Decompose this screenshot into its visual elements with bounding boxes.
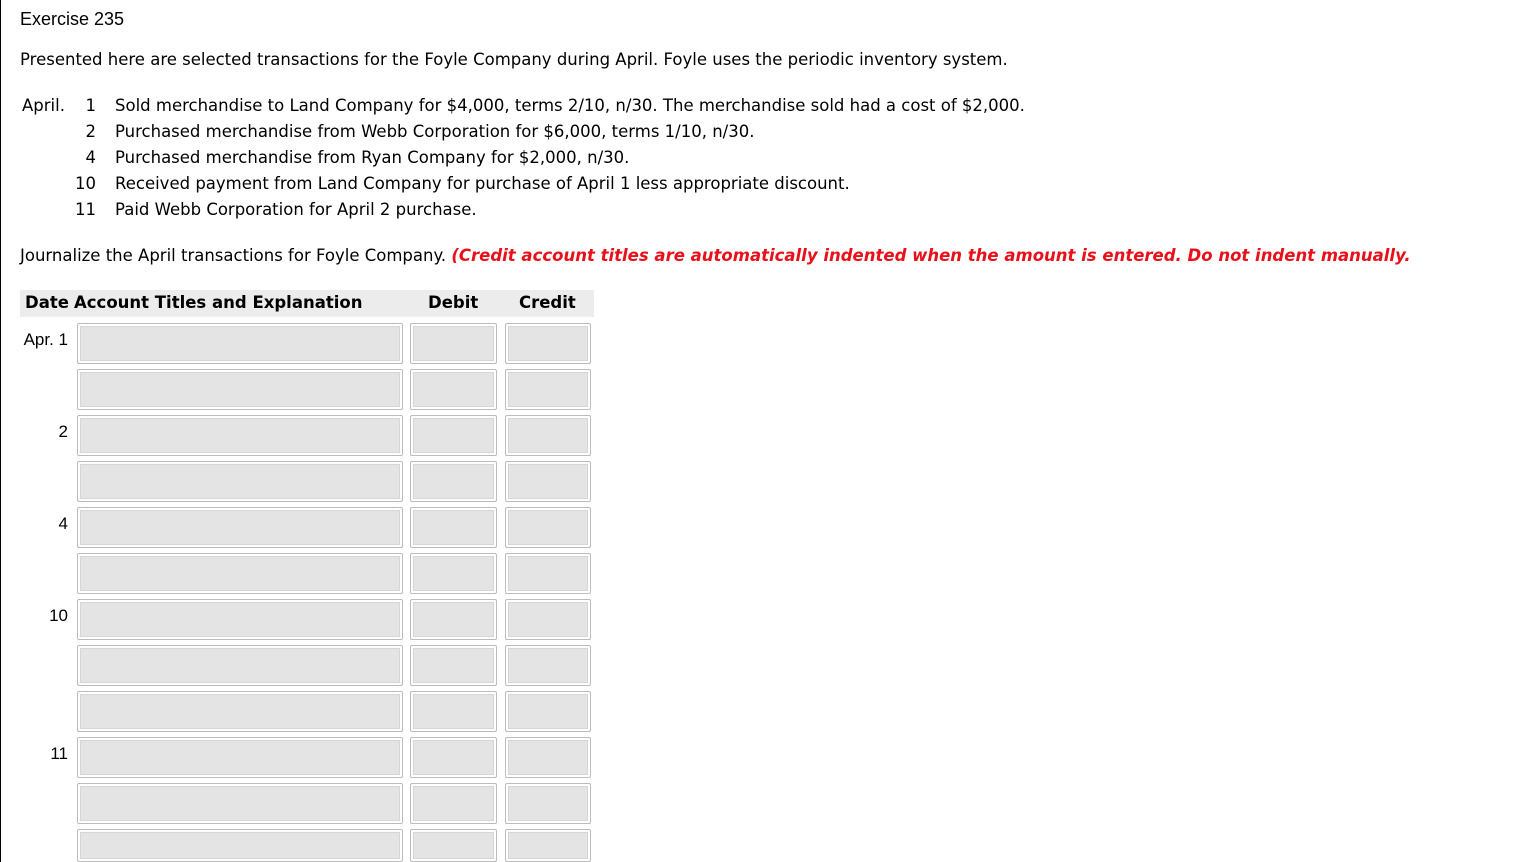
credit-input[interactable] — [505, 461, 591, 502]
transaction-day: 2 — [85, 122, 96, 141]
exercise-title: Exercise 235 — [20, 9, 125, 29]
debit-input[interactable] — [410, 461, 497, 502]
instruction-note: (Credit account titles are automatically indented when the amount is entered. Do not indent manually. — [451, 246, 1411, 265]
account-title-input[interactable] — [77, 829, 403, 862]
debit-input[interactable] — [410, 691, 497, 732]
credit-input[interactable] — [505, 829, 591, 862]
header-account: Account Titles and Explanation — [74, 293, 363, 312]
debit-input[interactable] — [410, 369, 497, 410]
credit-input[interactable] — [505, 507, 591, 548]
credit-input[interactable] — [505, 783, 591, 824]
account-title-input[interactable] — [77, 783, 403, 824]
credit-input[interactable] — [505, 323, 591, 364]
journal-date: Apr. 1 — [23, 330, 68, 349]
transaction-day: 1 — [85, 96, 96, 115]
transaction-description: Paid Webb Corporation for April 2 purchase. — [115, 200, 477, 219]
debit-input[interactable] — [410, 507, 497, 548]
journal-header — [20, 290, 594, 317]
transaction-day: 11 — [75, 200, 96, 219]
account-title-input[interactable] — [77, 507, 403, 548]
account-title-input[interactable] — [77, 323, 403, 364]
credit-input[interactable] — [505, 645, 591, 686]
debit-input[interactable] — [410, 323, 497, 364]
transaction-month: April. — [22, 96, 65, 115]
journal-date: 10 — [49, 606, 68, 625]
account-title-input[interactable] — [77, 415, 403, 456]
journal-date: 2 — [58, 422, 68, 441]
transaction-description: Sold merchandise to Land Company for $4,000, terms 2/10, n/30. The merchandise sold had a cost of $2,000. — [115, 96, 1025, 115]
account-title-input[interactable] — [77, 645, 403, 686]
transaction-description: Purchased merchandise from Ryan Company for $2,000, n/30. — [115, 148, 630, 167]
credit-input[interactable] — [505, 737, 591, 778]
account-title-input[interactable] — [77, 691, 403, 732]
transaction-day: 10 — [75, 174, 96, 193]
debit-input[interactable] — [410, 829, 497, 862]
account-title-input[interactable] — [77, 369, 403, 410]
transaction-day: 4 — [85, 148, 96, 167]
debit-input[interactable] — [410, 553, 497, 594]
instruction-main: Journalize the April transactions for Foyle Company. — [20, 246, 447, 265]
credit-input[interactable] — [505, 553, 591, 594]
account-title-input[interactable] — [77, 737, 403, 778]
debit-input[interactable] — [410, 599, 497, 640]
intro-text: Presented here are selected transactions for the Foyle Company during April. Foyle uses the periodic inventory system. — [20, 50, 1008, 69]
journal-date: 11 — [50, 744, 68, 763]
header-date: Date — [25, 293, 69, 312]
credit-input[interactable] — [505, 691, 591, 732]
transaction-description: Received payment from Land Company for purchase of April 1 less appropriate discount. — [115, 174, 850, 193]
transaction-description: Purchased merchandise from Webb Corporation for $6,000, terms 1/10, n/30. — [115, 122, 755, 141]
debit-input[interactable] — [410, 737, 497, 778]
credit-input[interactable] — [505, 599, 591, 640]
account-title-input[interactable] — [77, 461, 403, 502]
debit-input[interactable] — [410, 645, 497, 686]
header-credit: Credit — [519, 293, 576, 312]
journal-date: 4 — [58, 514, 68, 533]
debit-input[interactable] — [410, 783, 497, 824]
account-title-input[interactable] — [77, 599, 403, 640]
header-debit: Debit — [428, 293, 479, 312]
debit-input[interactable] — [410, 415, 497, 456]
page-left-border — [0, 0, 1, 862]
credit-input[interactable] — [505, 415, 591, 456]
account-title-input[interactable] — [77, 553, 403, 594]
instruction-text — [20, 246, 1411, 265]
credit-input[interactable] — [505, 369, 591, 410]
